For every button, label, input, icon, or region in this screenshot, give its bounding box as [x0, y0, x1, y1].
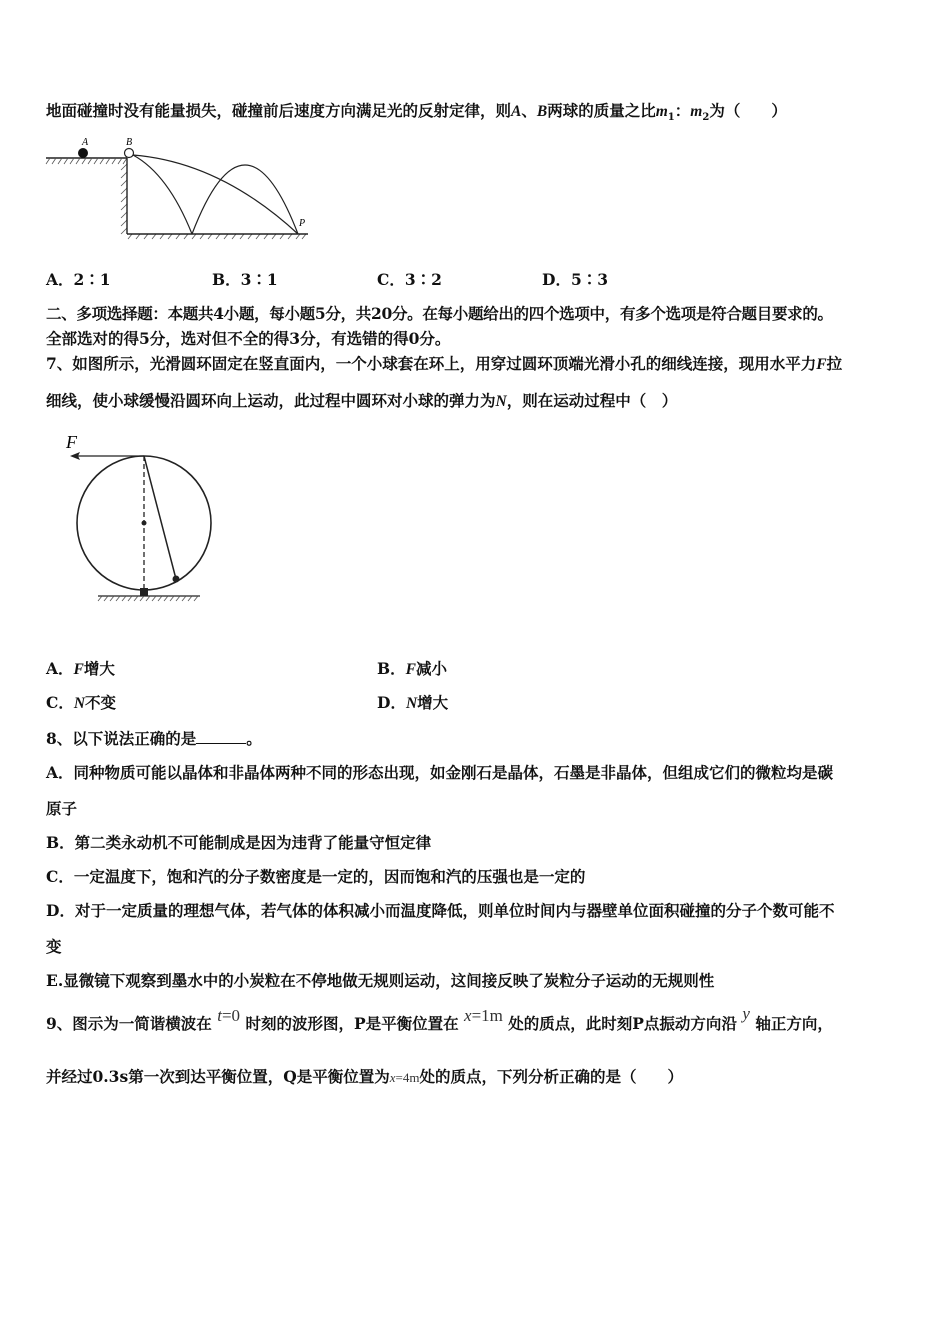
q6-stem-text1: 地面碰撞时没有能量损失，碰撞前后速度方向满足光的反射定律，则 [46, 101, 512, 120]
q9-x2-eq: =4m [395, 1070, 420, 1085]
q8-stem-end: 。 [246, 729, 262, 748]
q8-stem [46, 729, 910, 749]
q6-colon: ： [674, 101, 691, 120]
q7-option-b-letter: B． [377, 659, 406, 678]
q8-option-a-line1[interactable]: A．同种物质可能以晶体和非晶体两种不同的形态出现，如金刚石是晶体，石墨是非晶体，但组成它们的微粒均是碳 [46, 763, 834, 782]
q6-ball-b-ref: B [536, 103, 548, 120]
q6-m2-sub: 2 [702, 112, 710, 124]
q6-m2: m [690, 103, 703, 120]
q7-text2: 拉 [826, 354, 843, 373]
q7-var-n: N [495, 393, 507, 410]
q9-text5: 并经过0.3s第一次到达平衡位置，Q是平衡位置为 [46, 1067, 390, 1086]
q9-t-var: t [217, 1006, 222, 1025]
q6-option-c[interactable]: C．3∶2 [377, 270, 442, 289]
q9-y-var: y [742, 1004, 750, 1023]
q9-x1-eq: =1m [471, 1006, 503, 1025]
q8-option-a-line2: 原子 [46, 799, 78, 818]
q6-label-a: A [82, 137, 89, 148]
q8-option-d-line1[interactable]: D．对于一定质量的理想气体，若气体的体积减小而温度降低，则单位时间内与器壁单位面积碰撞的分子个数可能不 [46, 901, 835, 920]
q7-text1: 7、如图所示，光滑圆环固定在竖直面内，一个小球套在环上，用穿过圆环顶端光滑小孔的细线连接，现用水平力 [46, 354, 817, 373]
q7-string [144, 456, 176, 579]
q9-text1: 9、图示为一简谐横波在 [46, 1014, 212, 1033]
q7-support [140, 588, 148, 596]
q7-option-d-letter: D． [377, 693, 406, 712]
q9-x1-var: x [464, 1006, 472, 1025]
q6-m1: m [655, 103, 668, 120]
q9-text2: 时刻的波形图，P是平衡位置在 [245, 1014, 459, 1033]
q7-text3: 细线，使小球缓慢沿圆环向上运动，此过程中圆环对小球的弹力为 [46, 391, 496, 410]
q7-stem-line1 [46, 354, 910, 375]
q7-option-a-text: 增大 [83, 659, 115, 678]
q8-option-e[interactable]: E.显微镜下观察到墨水中的小炭粒在不停地做无规则运动，这间接反映了炭粒分子运动的无规则性 [46, 971, 715, 990]
q7-option-d-text: 增大 [417, 693, 449, 712]
q6-trajectory-a [133, 155, 298, 234]
q6-ball-a [78, 148, 88, 158]
q6-stem [46, 101, 910, 128]
q9-t-eq: =0 [221, 1006, 241, 1025]
q7-text4: ，则在运动过程中（ ） [506, 391, 678, 410]
q6-option-b[interactable]: B．3∶1 [212, 270, 278, 289]
q8-option-d-line2: 变 [46, 937, 62, 956]
q7-option-a-letter: A． [46, 659, 74, 678]
q6-label-p: P [299, 218, 306, 229]
q7-ball [173, 576, 180, 583]
q6-ball-b [125, 149, 134, 158]
q7-option-b-var: F [405, 661, 416, 678]
q6-option-a[interactable]: A．2∶1 [46, 270, 111, 289]
q7-option-c[interactable] [46, 693, 116, 714]
q7-option-c-text: 不变 [85, 693, 117, 712]
q8-answer-blank[interactable] [196, 729, 246, 744]
q8-option-c[interactable]: C．一定温度下，饱和汽的分子数密度是一定的，因而饱和汽的压强也是一定的 [46, 867, 586, 886]
q7-option-c-var: N [73, 695, 86, 712]
q8-stem-text: 8、以下说法正确的是 [46, 729, 197, 748]
q7-option-d[interactable] [377, 693, 448, 714]
q6-trajectory-b2 [192, 165, 298, 234]
q7-option-c-letter: C． [46, 693, 74, 712]
q7-ring-center [142, 521, 147, 526]
q7-option-d-var: N [405, 695, 418, 712]
q7-stem-line2 [46, 391, 910, 412]
q6-sep: 、 [521, 101, 537, 120]
q9-text6: 处的质点，下列分析正确的是（ ） [419, 1067, 683, 1086]
q7-label-f: F [66, 432, 77, 452]
q7-option-b-text: 减小 [415, 659, 447, 678]
q6-trajectory-b1 [133, 155, 192, 234]
q6-ball-a-ref: A [511, 103, 522, 120]
section2-heading-line1: 二、多项选择题：本题共4小题，每小题5分，共20分。在每小题给出的四个选项中，有多个选项是符合题目要求的。 [46, 304, 833, 323]
q7-option-a[interactable] [46, 659, 115, 680]
q8-option-b[interactable]: B．第二类永动机不可能制成是因为违背了能量守恒定律 [46, 833, 432, 852]
q9-text4: 轴正方向， [755, 1014, 833, 1033]
q7-option-a-var: F [73, 661, 84, 678]
q7-figure [60, 430, 220, 610]
q6-stem-text3: 为（ ） [709, 101, 787, 120]
q9-stem-line2 [46, 1067, 910, 1089]
q6-option-d[interactable]: D．5∶3 [542, 270, 609, 289]
q9-x2-var: x [389, 1070, 396, 1085]
q6-stem-text2: 两球的质量之比 [547, 101, 656, 120]
q6-figure [40, 130, 320, 245]
q6-label-b: B [126, 137, 133, 148]
q9-text3: 处的质点，此时刻P点振动方向沿 [508, 1014, 737, 1033]
q9-stem-line1 [46, 1004, 910, 1034]
q7-option-b[interactable] [377, 659, 447, 680]
q7-var-f: F [816, 356, 827, 373]
section2-heading-line2: 全部选对的得5分，选对但不全的得3分，有选错的得0分。 [46, 329, 451, 348]
q6-m1-sub: 1 [667, 112, 675, 124]
